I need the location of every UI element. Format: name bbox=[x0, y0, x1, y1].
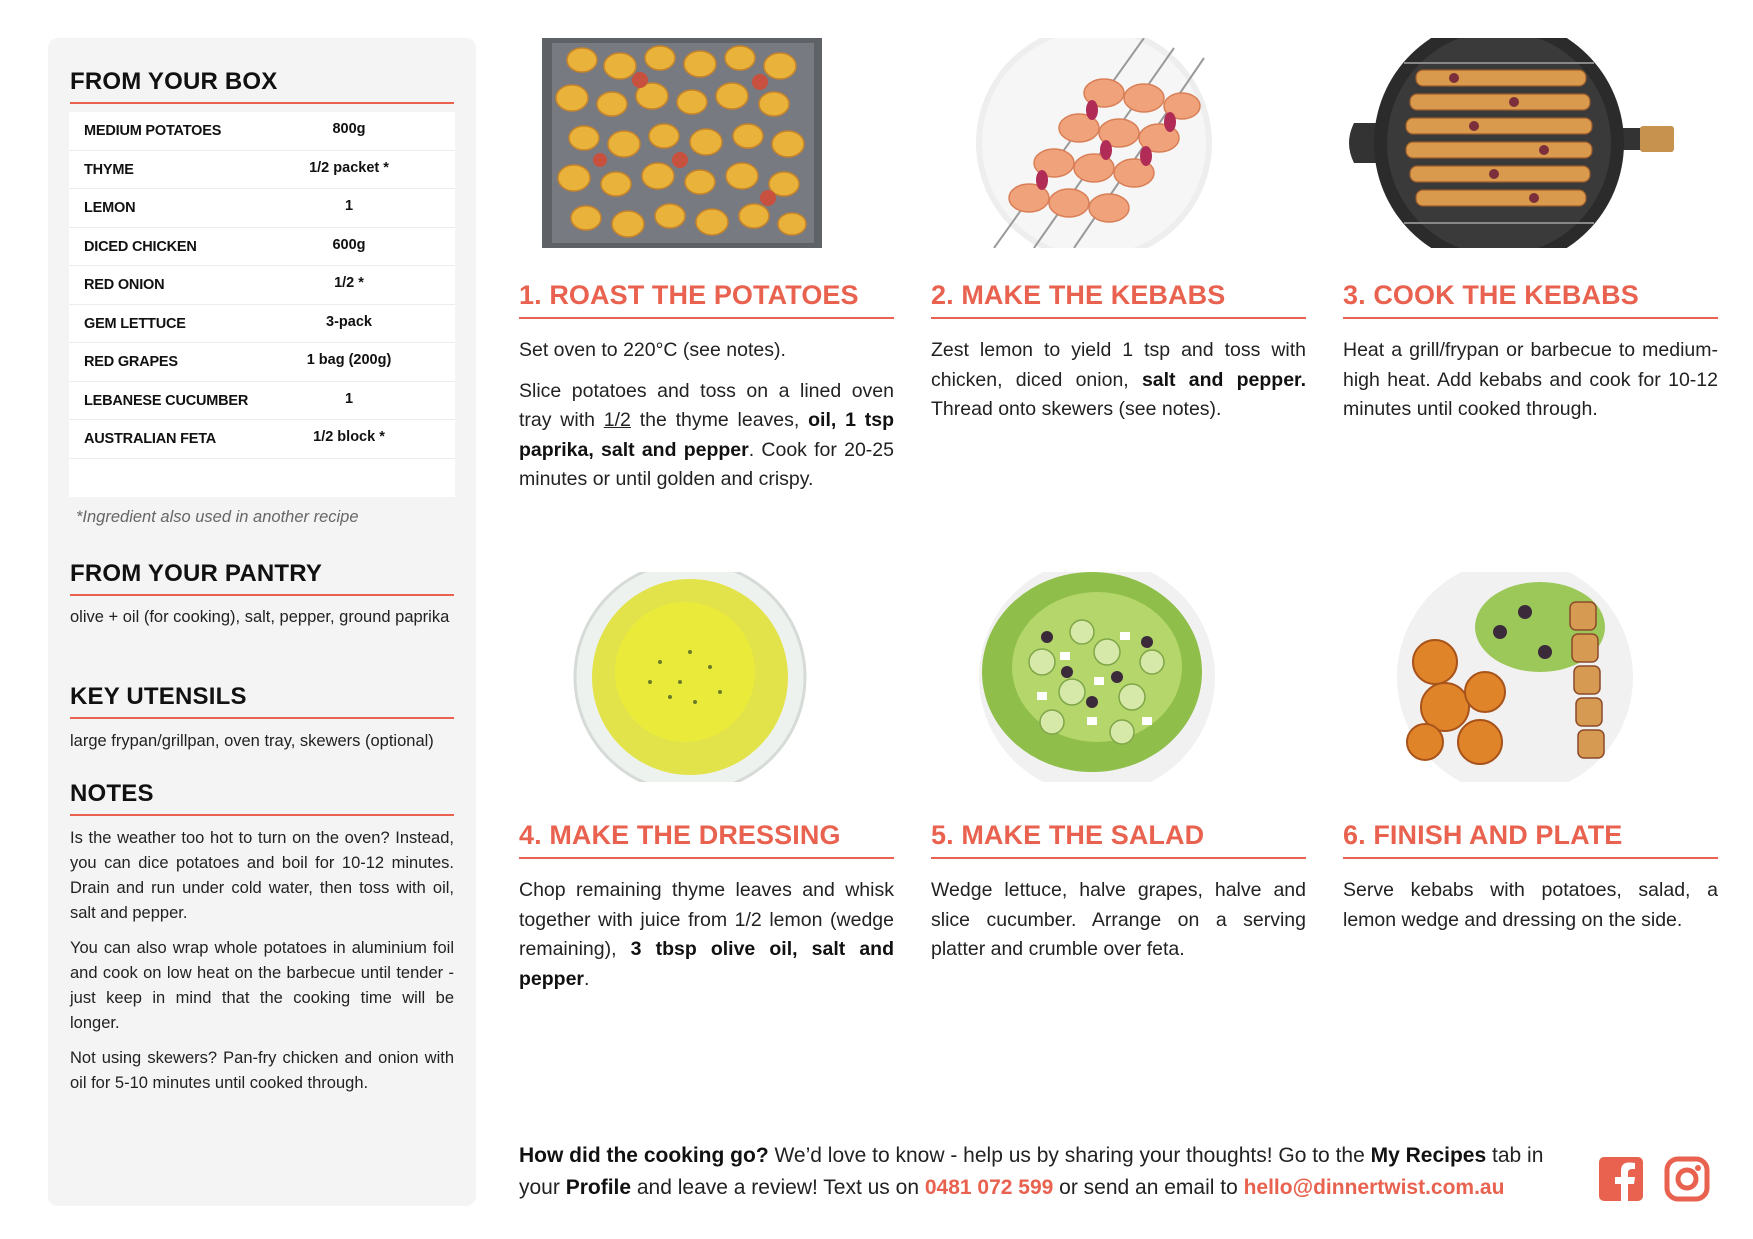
text-run: oil, 1 tsp paprika, salt and pepper bbox=[519, 409, 894, 461]
step-5-text bbox=[931, 876, 1306, 976]
ingredient-qty: 3-pack bbox=[326, 313, 372, 330]
ingredient-name: LEBANESE CUCUMBER bbox=[84, 392, 249, 409]
table-row bbox=[69, 228, 455, 267]
step-4-text bbox=[519, 876, 894, 1005]
potatoes-tray-photo bbox=[512, 38, 852, 248]
table-row bbox=[69, 266, 455, 305]
ingredient-name: DICED CHICKEN bbox=[84, 238, 197, 255]
from-your-pantry-title: FROM YOUR PANTRY bbox=[70, 560, 454, 596]
notes-text bbox=[70, 826, 454, 1106]
step-5-paragraph: Wedge lettuce, halve grapes, halve and slice cucumber. Arrange on a serving platter and crumble over feta. bbox=[931, 879, 1306, 960]
ingredient-name: RED GRAPES bbox=[84, 354, 178, 370]
ingredient-name: GEM LETTUCE bbox=[84, 315, 186, 332]
ingredient-qty: 1 bbox=[344, 198, 354, 214]
table-row bbox=[69, 112, 455, 151]
utensils-text: large frypan/grillpan, oven tray, skewers (optional) bbox=[70, 732, 434, 750]
text-run: We’d love to know - help us by sharing your thoughts! Go to the bbox=[768, 1144, 1371, 1167]
step-2-text bbox=[931, 336, 1306, 436]
step-6-title: 6. FINISH AND PLATE bbox=[1343, 820, 1718, 859]
step-1-paragraph: Set oven to 220°C (see notes). bbox=[519, 339, 786, 361]
ingredients-table bbox=[69, 112, 455, 497]
text-run: 3 tbsp olive oil, salt and pepper bbox=[519, 938, 894, 990]
ingredient-name: MEDIUM POTATOES bbox=[84, 123, 222, 139]
grill-pan-kebabs-photo bbox=[1344, 38, 1684, 248]
instagram-icon[interactable] bbox=[1664, 1156, 1710, 1202]
ingredient-footnote: *Ingredient also used in another recipe bbox=[76, 508, 359, 526]
ingredient-qty: 800g bbox=[332, 121, 366, 137]
salad-plate-photo bbox=[922, 572, 1262, 782]
dressing-bowl-photo bbox=[520, 572, 860, 782]
text-run: Thread onto skewers (see notes). bbox=[931, 398, 1222, 420]
text-run: tab in your bbox=[519, 1144, 1544, 1199]
ingredient-qty: 1/2 packet * bbox=[309, 159, 389, 176]
table-row bbox=[69, 151, 455, 190]
step-5-title: 5. MAKE THE SALAD bbox=[931, 820, 1306, 859]
text-run: . Cook for 20-25 minutes or until golden and crispy. bbox=[519, 438, 894, 490]
pantry-text: olive + oil (for cooking), salt, pepper, ground paprika bbox=[70, 608, 450, 626]
ingredient-name: LEMON bbox=[84, 200, 136, 216]
ingredient-qty: 600g bbox=[332, 236, 366, 253]
note-paragraph: Is the weather too hot to turn on the oven? Instead, you can dice potatoes and boil for 10-12 minutes. Drain and run under cold water, then toss with oil, salt and pepper. bbox=[70, 829, 454, 922]
ingredients-sidebar bbox=[48, 38, 476, 1206]
step-6-text bbox=[1343, 876, 1718, 946]
ingredient-qty: 1/2 block * bbox=[313, 429, 385, 445]
text-run: 1/2 bbox=[603, 409, 631, 431]
profile-text: Profile bbox=[565, 1176, 632, 1199]
text-run: Zest lemon to yield 1 tsp and toss with chicken, diced onion, bbox=[931, 339, 1306, 391]
feedback-message bbox=[519, 1140, 1579, 1204]
email-link[interactable]: hello@dinnertwist.com.au bbox=[1243, 1176, 1505, 1199]
text-run: . bbox=[584, 967, 590, 990]
step-1-title: 1. ROAST THE POTATOES bbox=[519, 280, 894, 319]
feedback-question: How did the cooking go? bbox=[519, 1144, 769, 1167]
text-run: Slice potatoes and toss on a lined oven tray with bbox=[519, 379, 894, 431]
table-row bbox=[69, 343, 455, 382]
from-your-box-title: FROM YOUR BOX bbox=[70, 68, 454, 104]
note-paragraph: You can also wrap whole potatoes in aluminium foil and cook on low heat on the barbecue until tender - just keep in mind that the cooking time will be longer. bbox=[70, 939, 454, 1032]
raw-kebabs-photo bbox=[924, 38, 1264, 248]
table-row bbox=[69, 189, 455, 228]
my-recipes-text: My Recipes bbox=[1370, 1144, 1487, 1167]
ingredient-name: AUSTRALIAN FETA bbox=[84, 431, 217, 447]
table-row bbox=[69, 305, 455, 344]
note-paragraph: Not using skewers? Pan-fry chicken and onion with oil for 5-10 minutes until cooked through. bbox=[70, 1049, 454, 1092]
step-3-text bbox=[1343, 336, 1718, 436]
ingredient-name: RED ONION bbox=[84, 277, 165, 293]
text-run: Chop remaining thyme leaves and whisk together with juice from 1/2 lemon (wedge remaining), bbox=[519, 879, 894, 960]
table-row bbox=[69, 420, 455, 459]
phone-link[interactable]: 0481 072 599 bbox=[924, 1176, 1054, 1199]
step-2-paragraph bbox=[931, 336, 1306, 425]
step-6-paragraph: Serve kebabs with potatoes, salad, a lemon wedge and dressing on the side. bbox=[1343, 879, 1718, 931]
table-row bbox=[69, 382, 455, 421]
step-4-title: 4. MAKE THE DRESSING bbox=[519, 820, 894, 859]
step-3-paragraph: Heat a grill/frypan or barbecue to medium-high heat. Add kebabs and cook for 10-12 minutes until cooked through. bbox=[1343, 339, 1718, 420]
ingredient-qty: 1 bag (200g) bbox=[306, 352, 392, 368]
step-1-text bbox=[519, 336, 894, 506]
text-run: or send an email to bbox=[1053, 1176, 1244, 1199]
finished-plate-photo bbox=[1340, 572, 1680, 782]
text-run: salt and pepper. bbox=[1141, 368, 1306, 391]
step-1-paragraph bbox=[519, 377, 894, 495]
text-run: and leave a review! Text us on bbox=[631, 1176, 925, 1199]
step-2-title: 2. MAKE THE KEBABS bbox=[931, 280, 1306, 319]
ingredient-qty: 1/2 * bbox=[334, 275, 364, 291]
ingredient-qty: 1 bbox=[344, 390, 354, 407]
notes-title: NOTES bbox=[70, 780, 454, 816]
text-run: the thyme leaves, bbox=[630, 409, 809, 431]
facebook-icon[interactable] bbox=[1598, 1156, 1644, 1202]
ingredient-name: THYME bbox=[84, 161, 134, 178]
step-3-title: 3. COOK THE KEBABS bbox=[1343, 280, 1718, 319]
step-4-paragraph bbox=[519, 876, 894, 994]
key-utensils-title: KEY UTENSILS bbox=[70, 683, 454, 719]
